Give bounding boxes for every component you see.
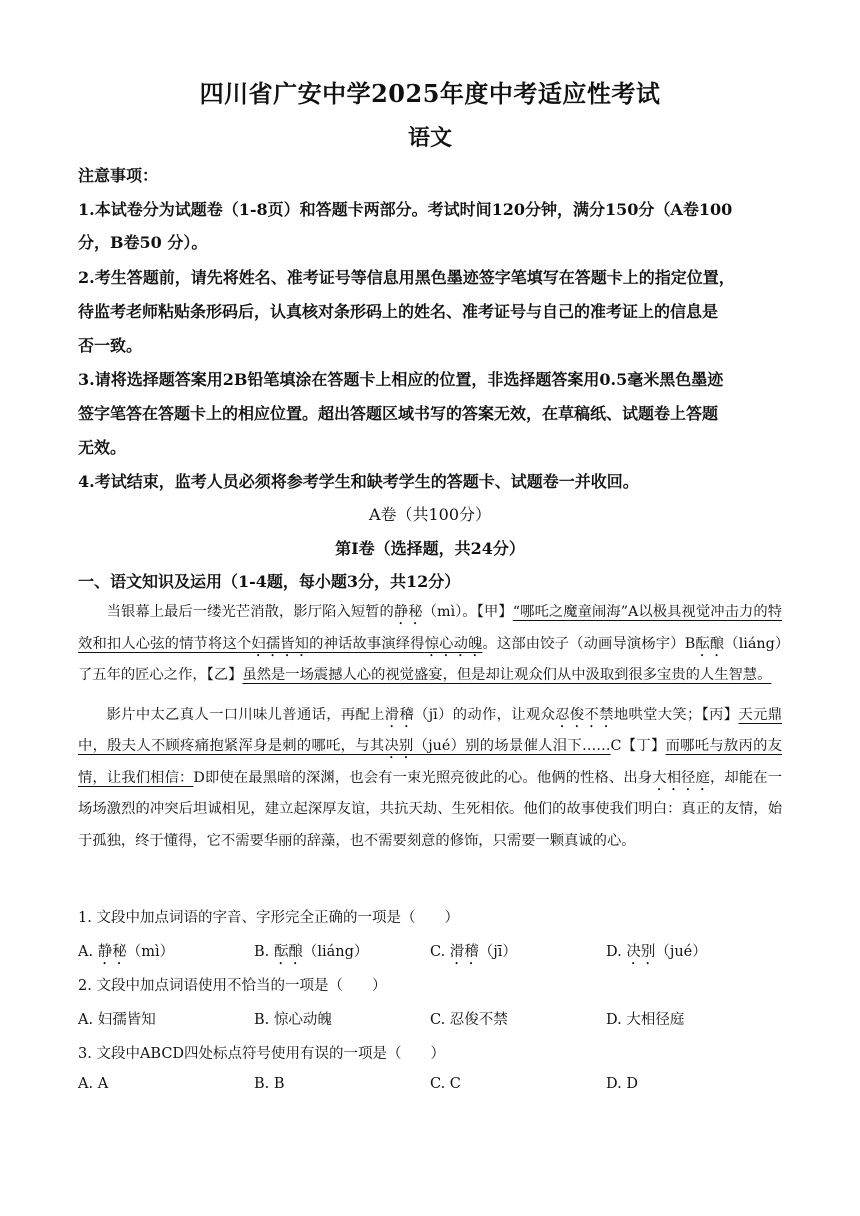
passage-text: （mì）。【甲】 bbox=[422, 604, 513, 620]
dotted-word: 妇孺皆知 bbox=[251, 635, 310, 652]
notice-line: 3.请将选择题答案用2B铅笔填涂在答题卡上相应的位置，非选择题答案用0.5毫米黑色墨迹 bbox=[78, 370, 724, 389]
exam-subject: 语文 bbox=[407, 125, 452, 151]
option-word: 静秘 bbox=[97, 944, 127, 960]
section-one-heading: 一、语文知识及运用（1-4题，每小题3分，共12分） bbox=[78, 572, 461, 591]
option-letter: A. bbox=[78, 1012, 98, 1028]
option-c bbox=[430, 1008, 508, 1029]
option-word: 惊心动魄 bbox=[273, 1012, 332, 1028]
volume-a-heading: A卷（共100分） bbox=[368, 505, 492, 524]
question-1-stem: 1. 文段中加点词语的字音、字形完全正确的一项是（ ） bbox=[78, 910, 459, 926]
dotted-word: 惊心动魄 bbox=[424, 635, 483, 652]
option-letter: C. bbox=[430, 944, 450, 960]
option-letter: D. bbox=[606, 944, 627, 960]
option-word: B bbox=[273, 1076, 285, 1092]
option-word: 滑稽 bbox=[449, 944, 479, 960]
dotted-word: 酝酿 bbox=[695, 635, 725, 652]
option-note: （liáng） bbox=[302, 944, 369, 960]
option-word: 妇孺皆知 bbox=[97, 1012, 156, 1028]
notice-heading: 注意事项： bbox=[78, 166, 159, 185]
option-a bbox=[78, 1008, 156, 1029]
option-c bbox=[430, 1076, 461, 1092]
option-letter: D. bbox=[606, 1076, 627, 1092]
option-c bbox=[430, 940, 517, 968]
passage-text: C【丁】 bbox=[610, 738, 666, 754]
option-b bbox=[254, 1008, 332, 1029]
notice-line: 否一致。 bbox=[78, 336, 143, 355]
dotted-word: 忍俊不禁 bbox=[555, 706, 614, 723]
option-note: （jué） bbox=[655, 944, 707, 960]
option-word: A bbox=[97, 1076, 109, 1092]
option-d bbox=[606, 1076, 638, 1092]
option-word: 决别 bbox=[626, 944, 656, 960]
notice-line: 4.考试结束，监考人员必须将参考学生和缺考学生的答题卡、试题卷一并收回。 bbox=[78, 472, 639, 491]
option-word: 忍俊不禁 bbox=[449, 1012, 508, 1028]
option-letter: A. bbox=[78, 1076, 98, 1092]
question-2-stem: 2. 文段中加点词语使用不恰当的一项是（ ） bbox=[78, 978, 387, 994]
option-letter: C. bbox=[430, 1076, 450, 1092]
option-note: （jī） bbox=[478, 944, 517, 960]
option-a bbox=[78, 940, 174, 968]
dotted-word: 滑稽 bbox=[384, 706, 415, 723]
passage-text: 天元鼎中，殷夫人不顾疼痛抱紧浑身是刺的哪吒，与其 bbox=[78, 706, 783, 754]
passage-paragraph-1 bbox=[78, 597, 782, 692]
passage-text: （jī）的动作，让观众 bbox=[414, 706, 556, 723]
notice-line: 1.本试卷分为试题卷（1-8页）和答题卡两部分。考试时间120分钟，满分150分（A卷100 bbox=[78, 200, 733, 219]
option-d bbox=[606, 1008, 684, 1029]
passage-paragraph-2 bbox=[78, 700, 782, 858]
option-b bbox=[254, 940, 368, 968]
option-a bbox=[78, 1076, 108, 1092]
passage-text: D即使在最黑暗的深渊，也会有一束光照亮彼此的心。他俩的性格、出身 bbox=[193, 769, 653, 786]
reading-passage bbox=[78, 597, 782, 857]
notice-line: 分，B卷50 分）。 bbox=[78, 233, 208, 252]
option-word: D bbox=[626, 1076, 638, 1092]
passage-text: 当银幕上最后一缕光芒消散，影厅陷入短暂的 bbox=[106, 604, 394, 620]
option-letter: B. bbox=[254, 1012, 274, 1028]
option-word: 大相径庭 bbox=[626, 1012, 685, 1028]
dotted-word: 静秘 bbox=[393, 604, 423, 620]
passage-text: “哪吒之魔童闹海”A以极具视觉冲击力的特效和扣人心弦的情节将这个 bbox=[78, 604, 782, 652]
passage-text: 的神话故事演绎得 bbox=[309, 635, 425, 652]
option-letter: B. bbox=[254, 944, 274, 960]
option-word: 酝酿 bbox=[273, 944, 303, 960]
passage-text: 地哄堂大笑；【丙】 bbox=[613, 706, 739, 723]
option-letter: B. bbox=[254, 1076, 274, 1092]
dotted-word: 大相径庭 bbox=[652, 769, 710, 786]
passage-text: ，却能在一场场激烈的冲突后坦诚相见，建立起深厚友谊，共抗天劫、生死相依。他们的故事使我们明白：真正的友情，始于孤独，终于懂得，它不需要华丽的辞藻，也不需要刻意的修饰，只需要一颗真诚的心。 bbox=[78, 769, 783, 849]
passage-text: （liáng）了五年的匠心之作，【乙】 bbox=[78, 635, 783, 683]
passage-text: 影片中太乙真人一口川味儿普通话，再配上 bbox=[106, 706, 385, 723]
dotted-word: 决别 bbox=[384, 738, 414, 754]
passage-text: （jué）别的场景催人泪下…… bbox=[413, 738, 611, 754]
option-letter: D. bbox=[606, 1012, 627, 1028]
option-word: C bbox=[449, 1076, 461, 1092]
notice-line: 待监考老师粘贴条形码后，认真核对条形码上的姓名、准考证号与自己的准考证上的信息是 bbox=[78, 302, 719, 321]
option-note: （mì） bbox=[126, 944, 175, 960]
option-letter: C. bbox=[430, 1012, 450, 1028]
passage-text: 。这部由饺子（动画导演杨宇）B bbox=[482, 635, 696, 652]
question-3-stem: 3. 文段中ABCD四处标点符号使用有误的一项是（ ） bbox=[78, 1046, 446, 1062]
notice-line: 2.考生答题前，请先将姓名、准考证号等信息用黑色墨迹签字笔填写在答题卡上的指定位置， bbox=[78, 268, 735, 287]
underlined-sentence-ding: 而哪吒与敖丙的友情，让我们相信： bbox=[78, 738, 783, 786]
option-b bbox=[254, 1076, 285, 1092]
exam-title: 四川省广安中学2025年度中考适应性考试 bbox=[199, 79, 661, 108]
part-one-heading: 第Ⅰ卷（选择题，共24分） bbox=[335, 539, 525, 558]
option-d bbox=[606, 940, 707, 968]
notice-line: 签字笔答在答题卡上的相应位置。超出答题区域书写的答案无效，在草稿纸、试题卷上答题 bbox=[78, 404, 719, 423]
notice-line: 无效。 bbox=[78, 438, 127, 457]
option-letter: A. bbox=[78, 944, 98, 960]
underlined-sentence-yi: 虽然是一场震撼人心的视觉盛宴，但是却让观众们从中汲取到很多宝贵的人生智慧。 bbox=[242, 667, 772, 683]
